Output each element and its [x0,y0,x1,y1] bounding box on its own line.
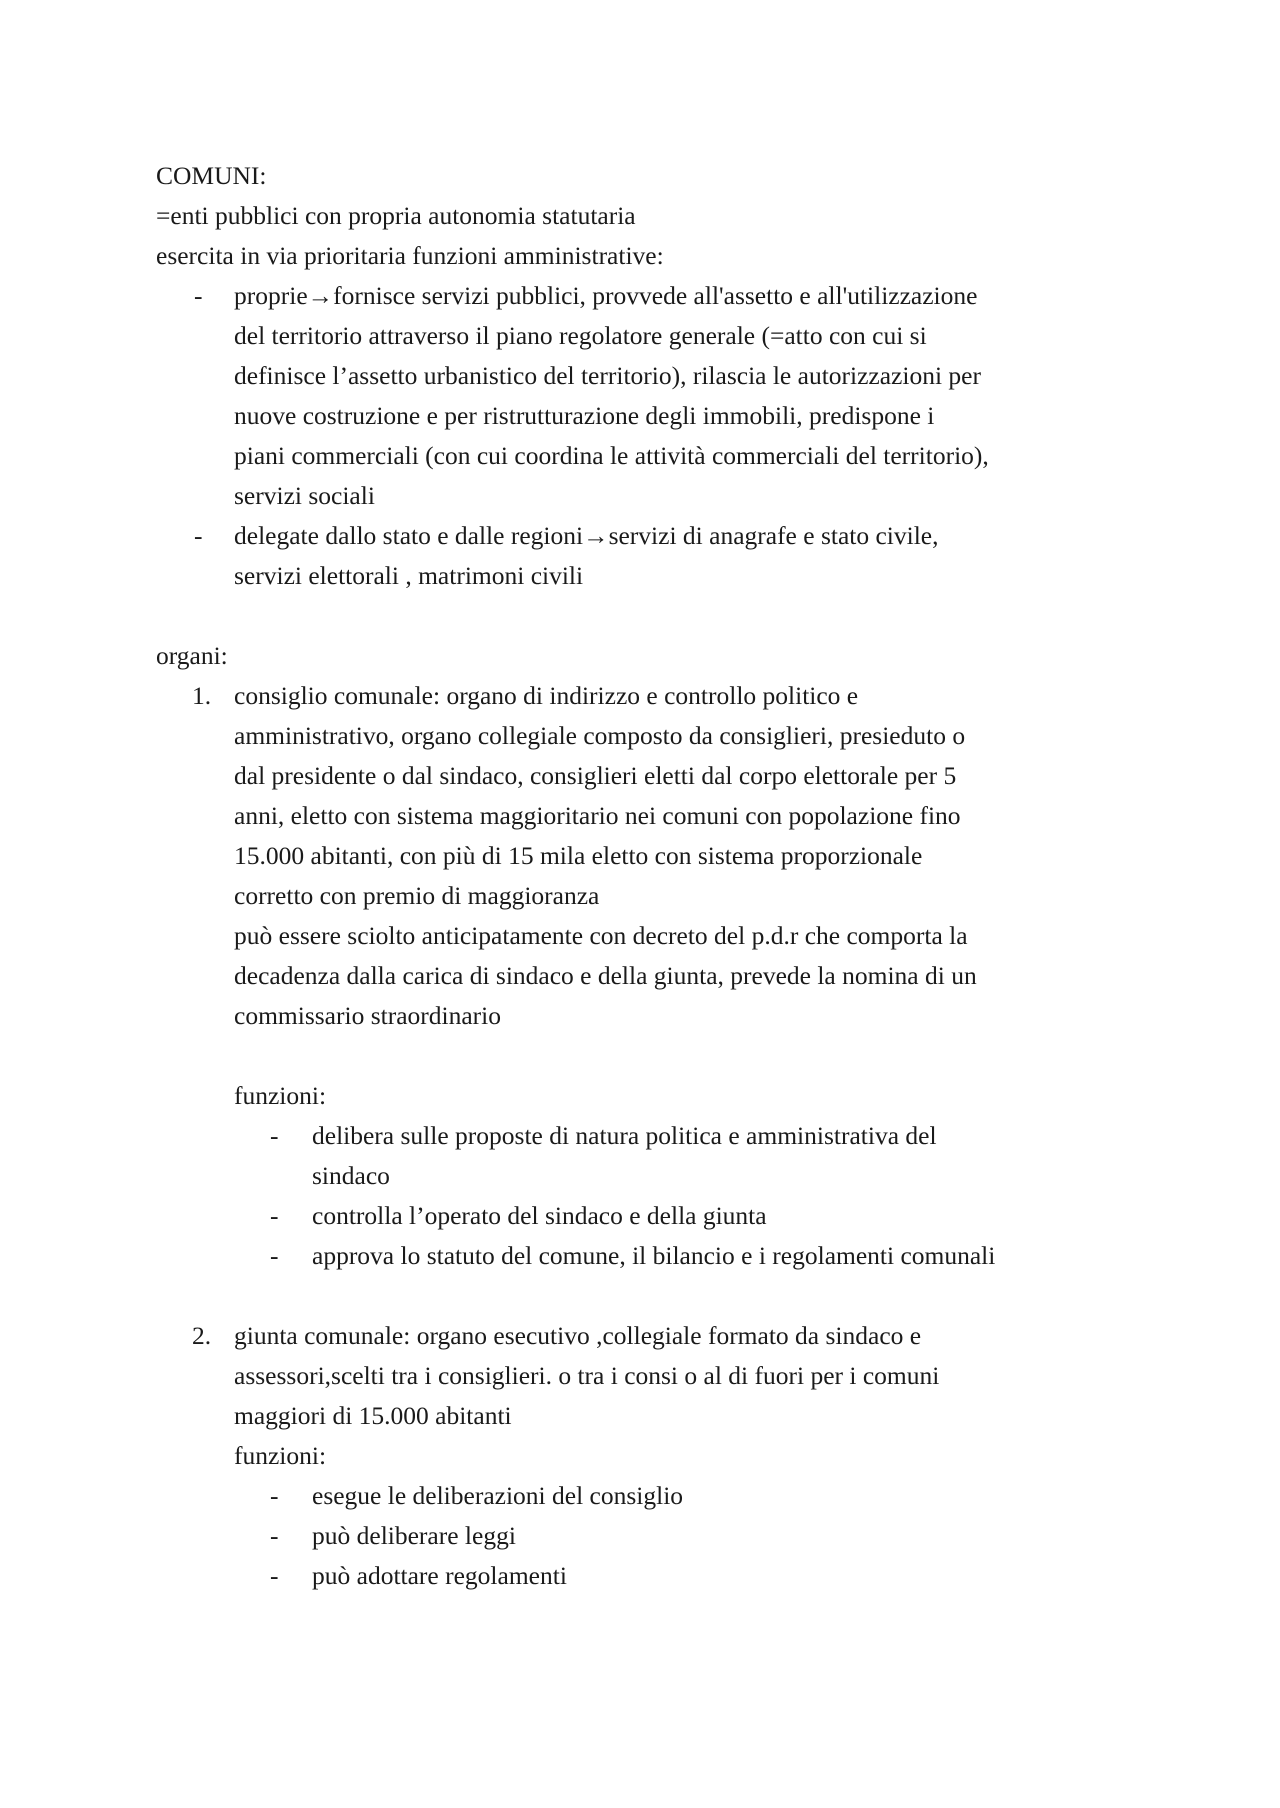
text-line: esegue le deliberazioni del consiglio [312,1481,684,1510]
giunta-functions-list [234,1476,1156,1596]
organs-list [156,676,1156,1596]
consiglio-functions-list [234,1116,1156,1276]
text-line: può essere sciolto anticipatamente con decreto del p.d.r che comporta la [234,921,968,950]
blank-line [234,1036,1156,1076]
text-line: sindaco [312,1161,390,1190]
text-line: 15.000 abitanti, con più di 15 mila eletto con sistema proporzionale [234,841,923,870]
list-number: 1. [192,681,212,710]
intro-line: esercita in via prioritaria funzioni amministrative: [156,241,664,270]
organ-item-giunta [156,1316,1156,1596]
functions-list [156,276,1156,596]
text-line: decadenza dalla carica di sindaco e della giunta, prevede la nomina di un [234,961,977,990]
text-line: proprie→fornisce servizi pubblici, provvede all'assetto e all'utilizzazione [234,281,978,310]
functions-label: funzioni: [234,1441,327,1470]
text-line: assessori,scelti tra i consiglieri. o tra i consi o al di fuori per i comuni [234,1361,940,1390]
list-item [234,1556,1156,1596]
bullet-dash: - [270,1241,279,1270]
text-line: del territorio attraverso il piano regolatore generale (=atto con cui si [234,321,927,350]
bullet-dash: - [270,1561,279,1590]
list-item [234,1476,1156,1516]
text-line: controlla l’operato del sindaco e della giunta [312,1201,767,1230]
text-line: giunta comunale: organo esecutivo ,collegiale formato da sindaco e [234,1321,922,1350]
text-line: delegate dallo stato e dalle regioni→servizi di anagrafe e stato civile, [234,521,939,550]
organs-heading: organi: [156,641,228,670]
bullet-dash: - [194,281,203,310]
text-line: nuove costruzione e per ristrutturazione degli immobili, predispone i [234,401,935,430]
definition-line: =enti pubblici con propria autonomia statutaria [156,201,636,230]
list-item [234,1196,1156,1236]
list-item [234,1116,1156,1196]
blank-line [156,596,1156,636]
text-line: può deliberare leggi [312,1521,516,1550]
organ-item-consiglio [156,676,1156,1316]
blank-line [234,1276,1156,1316]
text-line: maggiori di 15.000 abitanti [234,1401,512,1430]
list-number: 2. [192,1321,212,1350]
bullet-dash: - [270,1121,279,1150]
text-line: delibera sulle proposte di natura politica e amministrativa del [312,1121,937,1150]
page-title: COMUNI: [156,161,267,190]
document-page [156,156,1156,1596]
text-line: servizi elettorali , matrimoni civili [234,561,584,590]
text-line: servizi sociali [234,481,375,510]
text-line: corretto con premio di maggioranza [234,881,600,910]
functions-label: funzioni: [234,1081,327,1110]
text-line: definisce l’assetto urbanistico del territorio), rilascia le autorizzazioni per [234,361,981,390]
text-line: approva lo statuto del comune, il bilancio e i regolamenti comunali [312,1241,996,1270]
text-line: piani commerciali (con cui coordina le attività commerciali del territorio), [234,441,989,470]
bullet-dash: - [270,1481,279,1510]
text-line: consiglio comunale: organo di indirizzo e controllo politico e [234,681,859,710]
list-item [234,1516,1156,1556]
text-line: amministrativo, organo collegiale composto da consiglieri, presieduto o [234,721,966,750]
bullet-dash: - [270,1521,279,1550]
bullet-dash: - [270,1201,279,1230]
bullet-dash: - [194,521,203,550]
list-item [234,1236,1156,1276]
text-line: può adottare regolamenti [312,1561,567,1590]
text-line: dal presidente o dal sindaco, consiglieri eletti dal corpo elettorale per 5 [234,761,957,790]
list-item [156,276,1156,516]
text-line: anni, eletto con sistema maggioritario nei comuni con popolazione fino [234,801,961,830]
list-item [156,516,1156,596]
text-line: commissario straordinario [234,1001,501,1030]
